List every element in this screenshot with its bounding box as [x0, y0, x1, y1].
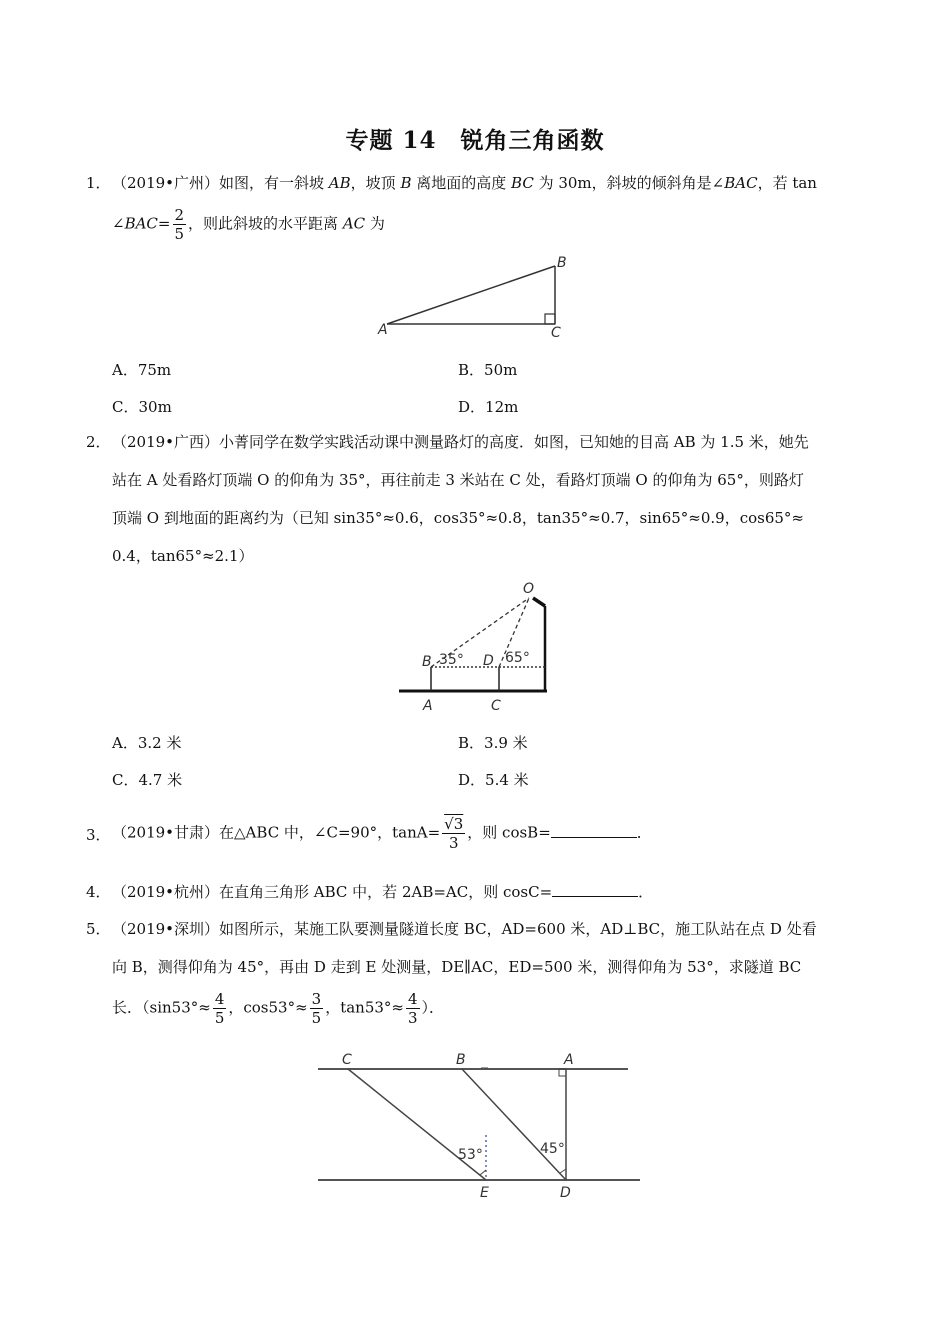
label-d: D — [560, 1185, 571, 1201]
question-5-figure — [310, 1045, 645, 1205]
answer-blank[interactable] — [551, 823, 637, 838]
q1-option-b: B．50m — [458, 361, 518, 379]
q2-option-d: D．5.4 米 — [458, 771, 529, 789]
label-b: B — [557, 255, 567, 271]
question-1-figure — [375, 250, 575, 342]
label-b: B — [456, 1052, 466, 1068]
label-a: A — [564, 1052, 574, 1068]
question-4-text: （2019•杭州）在直角三角形 ABC 中，若 2AB=AC，则 cosC= ． — [112, 883, 654, 901]
answer-blank[interactable] — [552, 882, 638, 897]
question-5-line-2: 向 B，测得仰角为 45°，再由 D 走到 E 处测量，DE∥AC，ED=500 米，测得仰角为 53°，求隧道 BC — [112, 958, 802, 976]
q1-option-d: D．12m — [458, 398, 519, 416]
question-2-figure — [395, 578, 555, 716]
question-3-text: （2019•甘肃）在△ABC 中，∠C=90°，tanA= $\frac{√3}{3}$ ，则 cosB= ． — [112, 815, 652, 852]
question-2-line-2: 站在 A 处看路灯顶端 O 的仰角为 35°，再往前走 3 米站在 C 处，看路灯顶端 O 的仰角为 65°，则路灯 — [112, 471, 804, 489]
fraction-2-5: $\frac{2}{5}$ — [174, 206, 185, 243]
question-1-line-1: （2019•广州）如图，有一斜坡 AB，坡顶 B 离地面的高度 BC 为 30m，斜坡的倾斜角是∠BAC，若 tan — [112, 174, 817, 192]
question-3-number: 3． — [86, 826, 111, 844]
label-c: C — [342, 1052, 352, 1068]
label-b: B — [422, 654, 432, 670]
fraction-sqrt3-3: $\frac{√3}{3}$ — [444, 815, 464, 852]
question-2-line-4: 0.4，tan65°≈2.1） — [112, 547, 254, 565]
angle-35: 35° — [439, 652, 464, 668]
question-4-number: 4． — [86, 883, 111, 901]
angle-45: 45° — [540, 1141, 565, 1157]
label-a: A — [423, 698, 433, 714]
question-1-line-2: ∠BAC= $\frac{2}{5}$ ，则此斜坡的水平距离 AC 为 — [112, 206, 385, 243]
angle-53: 53° — [458, 1147, 483, 1163]
question-5-line-3: 长．（sin53°≈ $\frac{4}{5}$ ，cos53°≈ $\frac{3}{5}$ ，tan53°≈ $\frac{4}{3}$ ）． — [112, 990, 445, 1027]
label-e: E — [480, 1185, 489, 1201]
q2-option-b: B．3.9 米 — [458, 734, 528, 752]
question-2-line-1: （2019•广西）小菁同学在数学实践活动课中测量路灯的高度．如图，已知她的目高 AB 为 1.5 米，她先 — [112, 433, 809, 451]
question-2-number: 2． — [86, 433, 111, 451]
page-title: 专题 14 锐角三角函数 — [345, 127, 605, 154]
question-5-line-1: （2019•深圳）如图所示，某施工队要测量隧道长度 BC，AD=600 米，AD⊥BC，施工队站在点 D 处看 — [112, 920, 817, 938]
q2-option-a: A．3.2 米 — [112, 734, 182, 752]
q1-option-a: A．75m — [112, 361, 172, 379]
question-2-line-3: 顶端 O 到地面的距离约为（已知 sin35°≈0.6，cos35°≈0.8，tan35°≈0.7，sin65°≈0.9，cos65°≈ — [112, 509, 805, 527]
label-c: C — [551, 325, 561, 341]
angle-65: 65° — [505, 650, 530, 666]
q2-option-c: C．4.7 米 — [112, 771, 183, 789]
label-d: D — [483, 653, 494, 669]
label-a: A — [378, 322, 388, 338]
label-o: O — [523, 581, 535, 597]
question-1-number: 1． — [86, 174, 111, 192]
question-5-number: 5． — [86, 920, 111, 938]
label-c: C — [491, 698, 501, 714]
q1-option-c: C．30m — [112, 398, 172, 416]
